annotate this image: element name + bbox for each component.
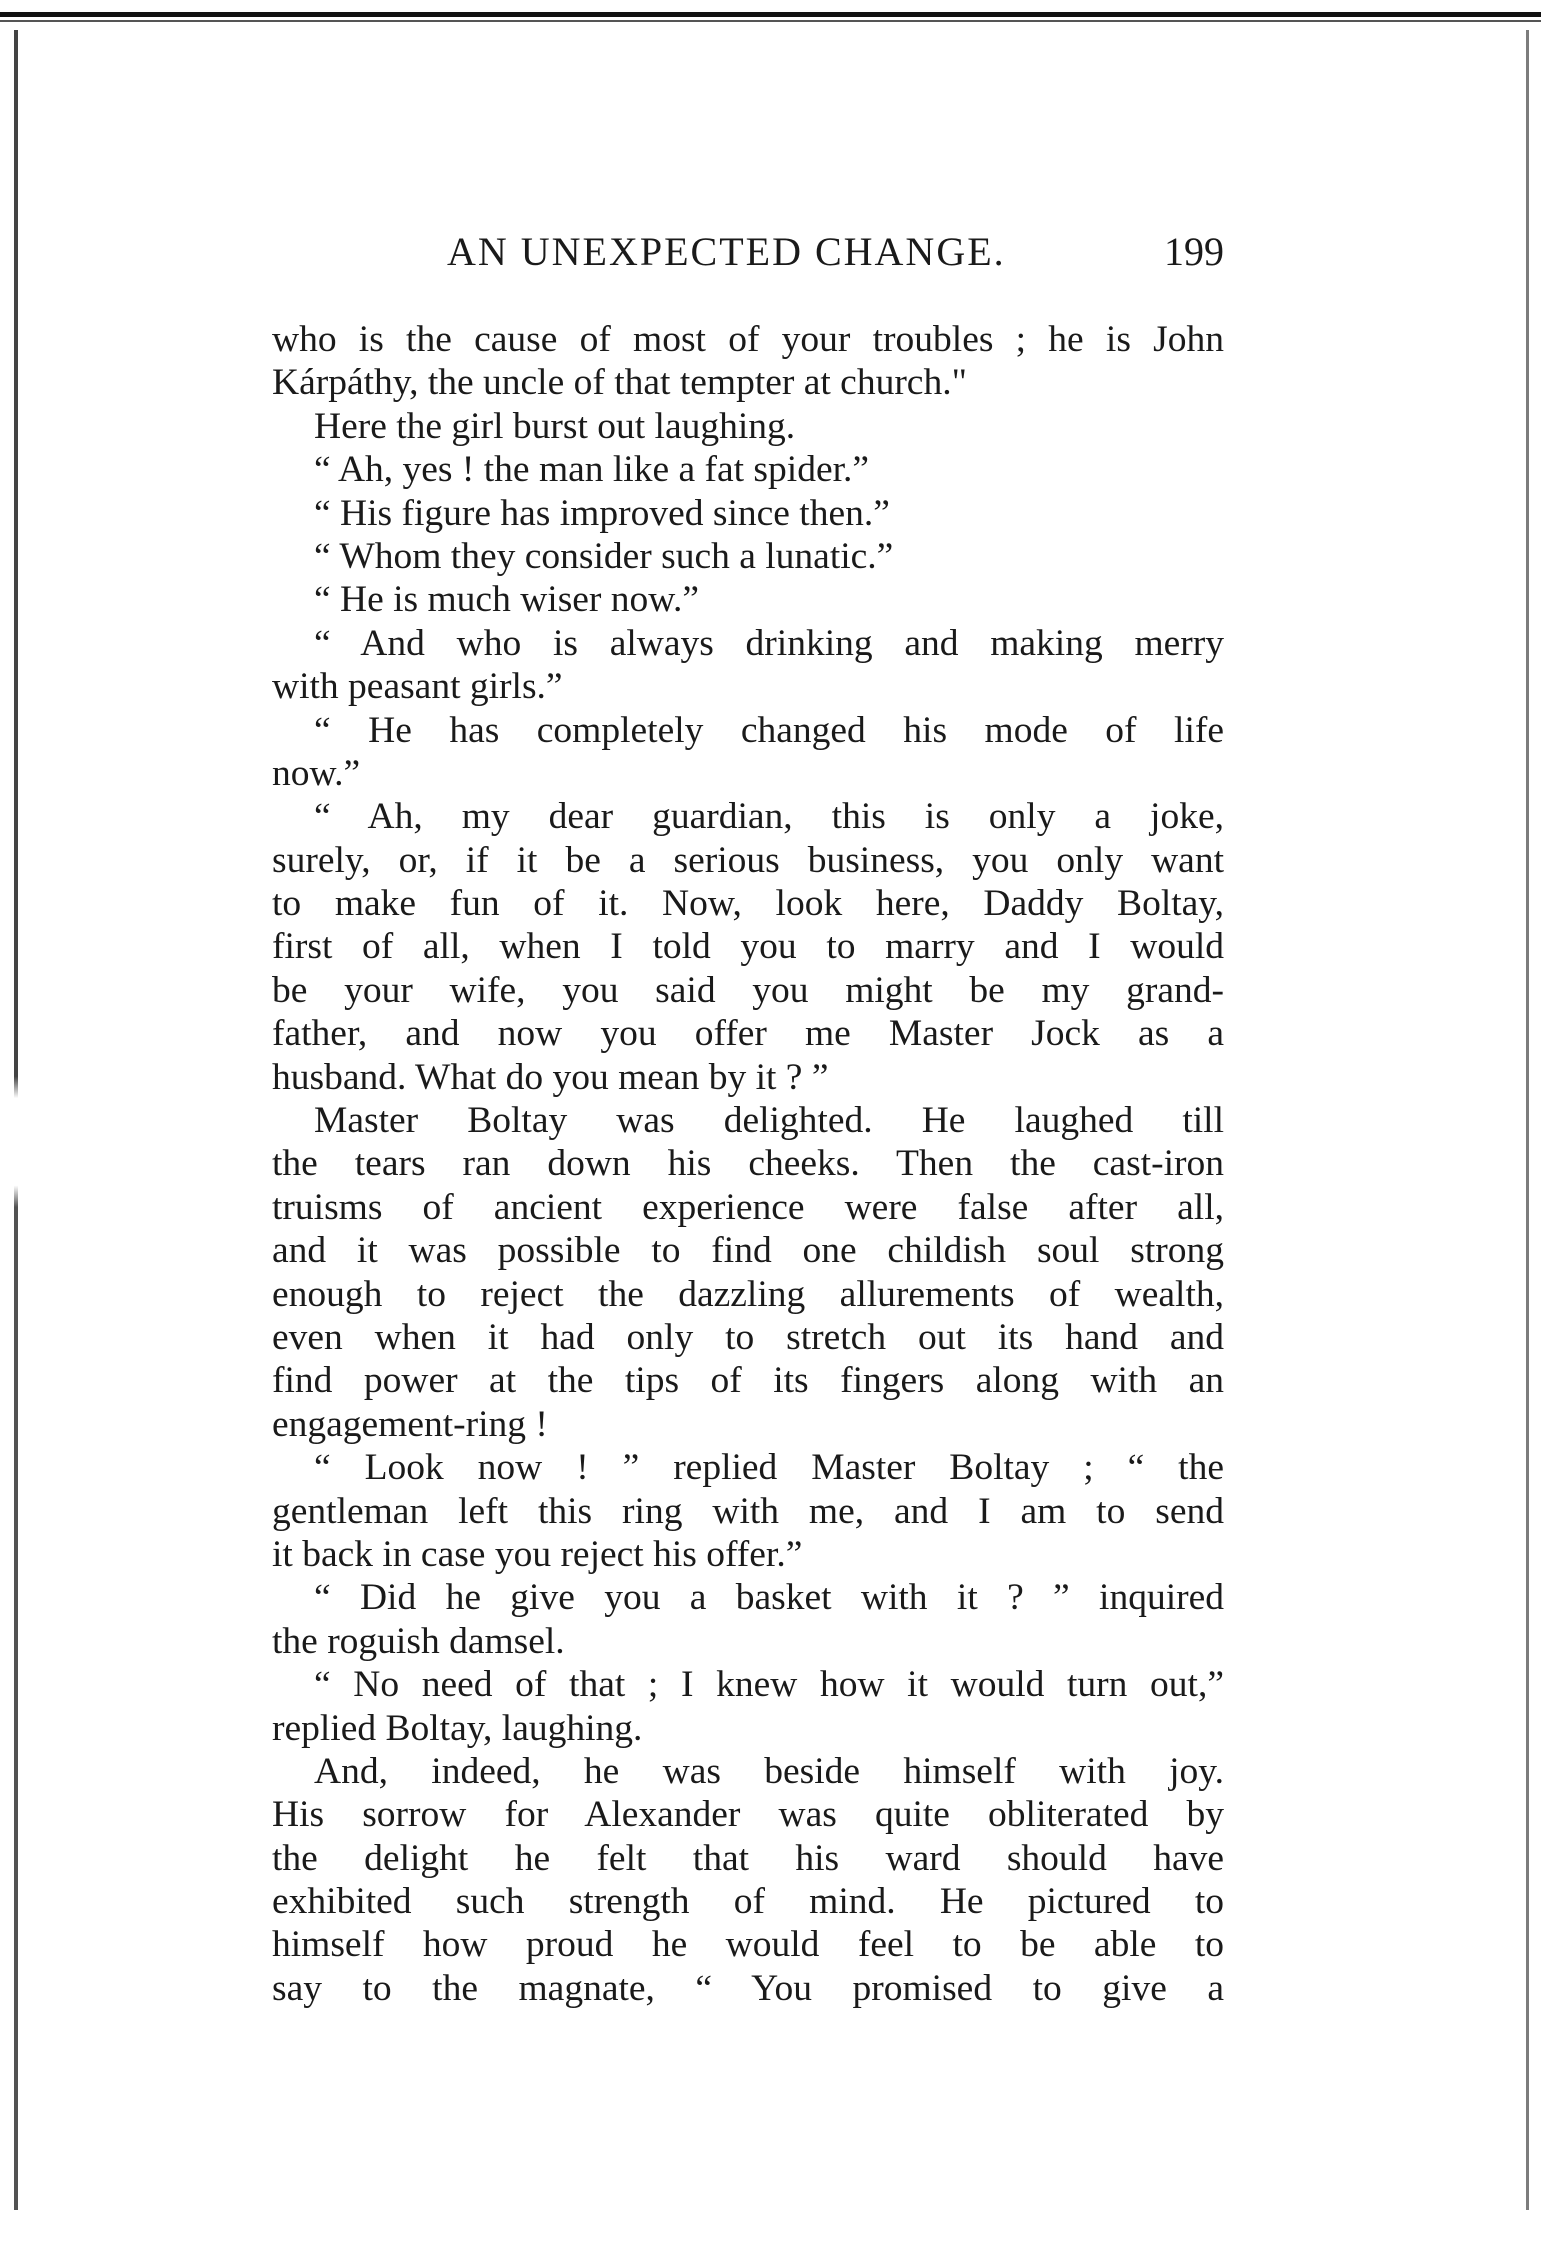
text-line: “ Ah, my dear guardian, this is only a joke,	[314, 796, 1224, 838]
text-line: “ No need of that ; I knew how it would turn out,”	[314, 1664, 1224, 1706]
top-border-rule	[0, 12, 1541, 17]
page-number: 199	[1164, 229, 1224, 274]
text-line: the tears ran down his cheeks. Then the cast-iron	[272, 1143, 1224, 1185]
text-line: father, and now you offer me Master Jock as a	[272, 1013, 1224, 1055]
text-line: even when it had only to stretch out its hand and	[272, 1316, 1224, 1358]
text-line: replied Boltay, laughing.	[272, 1707, 643, 1749]
text-line: himself how proud he would feel to be able to	[272, 1924, 1224, 1966]
text-line: And, indeed, he was beside himself with joy.	[314, 1750, 1224, 1792]
text-line: be your wife, you said you might be my grand-	[272, 969, 1224, 1011]
text-line: “ Did he give you a basket with it ? ” inquired	[314, 1577, 1224, 1619]
top-border-rule-thin	[0, 20, 1541, 22]
text-line: “ He has completely changed his mode of life	[314, 709, 1224, 751]
text-line: truisms of ancient experience were false after all,	[272, 1186, 1224, 1228]
text-line: Here the girl burst out laughing.	[314, 405, 796, 447]
text-line: husband. What do you mean by it ? ”	[272, 1056, 829, 1098]
text-line: gentleman left this ring with me, and I am to send	[272, 1490, 1224, 1532]
left-page-edge	[14, 30, 18, 2210]
text-line: find power at the tips of its fingers along with an	[272, 1360, 1224, 1402]
text-line: Kárpáthy, the uncle of that tempter at church."	[272, 362, 967, 404]
text-line: to make fun of it. Now, look here, Daddy Boltay,	[272, 883, 1224, 925]
text-line: “ His figure has improved since then.”	[314, 492, 890, 534]
text-line: and it was possible to find one childish soul strong	[272, 1230, 1224, 1272]
page-header	[272, 228, 1224, 278]
text-line: who is the cause of most of your troubles ; he is John	[272, 319, 1224, 360]
text-line: “ He is much wiser now.”	[314, 579, 699, 621]
text-line: now.”	[272, 752, 361, 794]
text-line: “ Ah, yes ! the man like a fat spider.”	[314, 449, 870, 491]
text-line: surely, or, if it be a serious business, you only want	[272, 839, 1224, 881]
text-line: the roguish damsel.	[272, 1620, 565, 1662]
running-title: AN UNEXPECTED CHANGE.	[447, 229, 1006, 274]
text-line: it back in case you reject his offer.”	[272, 1533, 803, 1575]
text-line: “ Look now ! ” replied Master Boltay ; “ the	[314, 1447, 1224, 1489]
text-line: say to the magnate, “ You promised to give a	[272, 1967, 1224, 2009]
right-page-edge	[1526, 30, 1529, 2210]
text-line: engagement-ring !	[272, 1403, 548, 1445]
text-line: enough to reject the dazzling allurements of wealth,	[272, 1273, 1224, 1315]
text-line: “ And who is always drinking and making merry	[314, 622, 1224, 664]
text-line: with peasant girls.”	[272, 666, 563, 708]
text-line: “ Whom they consider such a lunatic.”	[314, 535, 894, 577]
text-line: His sorrow for Alexander was quite obliterated by	[272, 1794, 1224, 1836]
text-line: exhibited such strength of mind. He pictured to	[272, 1881, 1224, 1923]
text-line: first of all, when I told you to marry and I would	[272, 926, 1224, 968]
body-text	[272, 318, 1224, 2010]
text-line: the delight he felt that his ward should have	[272, 1837, 1224, 1879]
text-line: Master Boltay was delighted. He laughed till	[314, 1100, 1224, 1142]
